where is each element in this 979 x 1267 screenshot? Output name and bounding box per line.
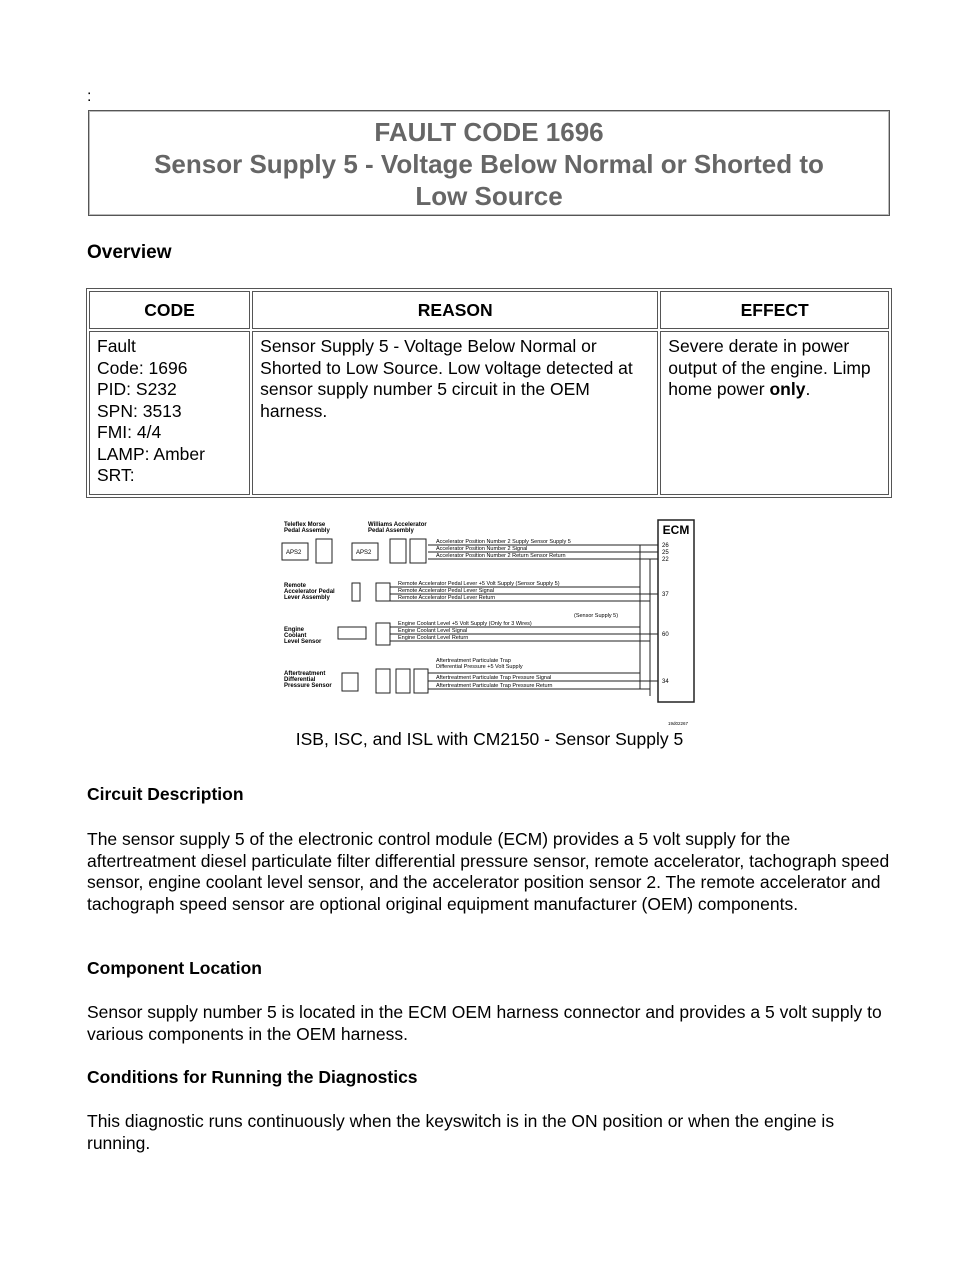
connector-right-a — [390, 539, 406, 563]
component-location-heading: Component Location — [87, 958, 262, 978]
connector-left — [316, 539, 332, 563]
wire-label: Accelerator Position Number 2 Return Sensor Return — [436, 553, 566, 559]
effect-cell — [660, 331, 889, 495]
figure-ref: 19d02267 — [668, 721, 689, 726]
williams-label2: Pedal Assembly — [368, 528, 414, 534]
after-label3: Pressure Sensor — [284, 683, 332, 689]
wire-label: Aftertreatment Particulate Trap Pressure Return — [436, 683, 553, 689]
pin-label: 26 — [662, 543, 669, 549]
code-line: Fault — [97, 336, 136, 356]
figure-caption: ISB, ISC, and ISL with CM2150 - Sensor Supply 5 — [295, 729, 684, 749]
wire-label: Differential Pressure +5 Volt Supply — [436, 664, 523, 670]
teleflex-label: Teleflex Morse — [284, 522, 326, 528]
wire-label: (Sensor Supply 5) — [574, 613, 619, 619]
component-location-text: Sensor supply number 5 is located in the ECM OEM harness connector and provides a 5 volt supply to various components in the OEM harness. — [87, 1002, 882, 1044]
reason-cell: Sensor Supply 5 - Voltage Below Normal or Shorted to Low Source. Low voltage detected at sensor supply number 5 circuit in the OEM harness. — [252, 331, 658, 495]
header-code: CODE — [89, 291, 250, 329]
pin-label: 60 — [662, 632, 669, 638]
coolant-connector — [376, 623, 390, 645]
after-connector-c — [414, 669, 428, 693]
effect-emphasis: only — [769, 379, 806, 399]
circuit-description-text: The sensor supply 5 of the electronic control module (ECM) provides a 5 volt supply for the aftertreatment diesel particulate filter differential pressure sensor, remote accelerator, tachograph speed sensor, engine coolant level sensor, and the accelerator position sensor 2. The remote accelerator and tachograph speed sensor are optional original equipment manufacturer (OEM) components. — [87, 829, 890, 914]
table-header-row — [89, 291, 889, 329]
wire-label: Remote Accelerator Pedal Lever +5 Volt Supply (Sensor Supply 5) — [398, 581, 560, 587]
header-effect: EFFECT — [660, 291, 889, 329]
wire-label: Remote Accelerator Pedal Lever Return — [398, 595, 496, 601]
wire-label: Aftertreatment Particulate Trap — [436, 658, 511, 664]
remote-label3: Lever Assembly — [284, 595, 330, 601]
conditions-heading: Conditions for Running the Diagnostics — [87, 1067, 418, 1087]
aps2-label-left: APS2 — [286, 550, 302, 556]
remote-connector — [376, 583, 390, 601]
conditions-text: This diagnostic runs continuously when the keyswitch is in the ON position or when the engine is running. — [87, 1111, 835, 1153]
connector-right-b — [410, 539, 426, 563]
pin-label: 34 — [662, 679, 669, 685]
code-line: PID: S232 — [97, 379, 177, 399]
overview-heading: Overview — [87, 242, 172, 263]
wire-label: Aftertreatment Particulate Trap Pressure Signal — [436, 675, 552, 681]
aps2-label-right: APS2 — [356, 550, 372, 556]
ecm-label: ECM — [662, 523, 690, 537]
wire-label: Accelerator Position Number 2 Supply Sensor Supply 5 — [436, 539, 571, 545]
remote-device — [352, 583, 360, 601]
fault-description-line2: Low Source — [415, 181, 563, 211]
circuit-description-heading: Circuit Description — [87, 784, 244, 804]
teleflex-label2: Pedal Assembly — [284, 528, 330, 534]
wire-label: Engine Coolant Level +5 Volt Supply (Only for 3 Wires) — [398, 621, 532, 627]
wire-label: Remote Accelerator Pedal Lever Signal — [398, 588, 494, 594]
after-connector-b — [396, 669, 410, 693]
pin-label: 37 — [662, 592, 669, 598]
code-line: LAMP: Amber — [97, 443, 205, 464]
code-line: SPN: 3513 — [97, 400, 182, 421]
wiring-diagram — [278, 515, 698, 730]
code-line: Code: 1696 — [97, 357, 188, 378]
code-line: FMI: 4/4 — [97, 422, 162, 442]
coolant-sensor — [338, 627, 366, 639]
wire-label: Accelerator Position Number 2 Signal — [436, 546, 528, 552]
fault-description-line1: Sensor Supply 5 - Voltage Below Normal or Shorted to — [154, 149, 824, 179]
after-label2: Differential — [284, 677, 316, 683]
effect-text: Severe derate in power output of the engine. Limp home power — [668, 336, 871, 399]
code-cell — [89, 331, 250, 495]
after-connector-a — [376, 669, 390, 693]
engine-label1: Engine — [284, 627, 305, 633]
title-box — [88, 110, 890, 216]
wire-label: Engine Coolant Level Return — [398, 635, 469, 641]
pressure-sensor — [342, 673, 358, 691]
after-label1: Aftertreatment — [284, 671, 326, 677]
williams-label: Williams Accelerator — [368, 522, 427, 528]
code-line: SRT: — [97, 465, 135, 485]
pin-label: 25 — [662, 550, 669, 556]
fault-code-title: FAULT CODE 1696 — [374, 117, 604, 147]
remote-label2: Accelerator Pedal — [284, 589, 335, 595]
remote-label1: Remote — [284, 583, 307, 589]
effect-end: . — [805, 379, 811, 399]
pin-label: 22 — [662, 557, 669, 563]
table-row — [89, 331, 889, 495]
wire-label: Engine Coolant Level Signal — [398, 628, 468, 634]
fault-table — [86, 288, 892, 498]
engine-label3: Level Sensor — [284, 639, 322, 645]
header-reason: REASON — [252, 291, 658, 329]
top-mark: : — [87, 88, 92, 105]
engine-label2: Coolant — [284, 633, 307, 639]
